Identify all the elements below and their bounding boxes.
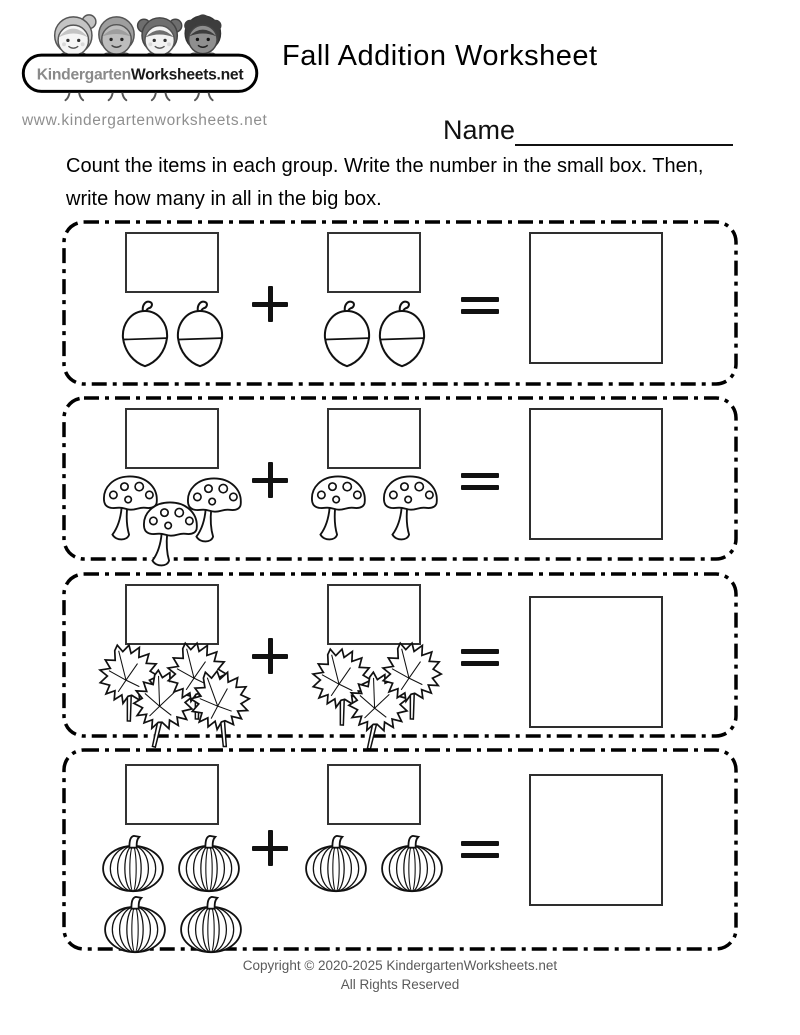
kids-legs — [65, 93, 212, 100]
pumpkin-icon — [177, 896, 245, 954]
mushroom-icon — [377, 470, 443, 542]
logo-banner-text: KindergartenWorksheets.net — [36, 66, 244, 84]
icon-group — [89, 638, 255, 752]
kid-boy-gray — [99, 17, 134, 54]
instructions — [66, 150, 703, 216]
addend-group-right — [274, 764, 474, 893]
instructions-line-2: write how many in all in the big box. — [66, 188, 382, 210]
kid-girl-pigtails — [138, 18, 182, 55]
icon-group — [302, 638, 446, 754]
page-title: Fall Addition Worksheet — [282, 40, 598, 72]
icon-group — [305, 470, 443, 542]
addend-group-right — [274, 584, 474, 754]
icon-group — [97, 470, 247, 568]
addend-group-left — [72, 408, 272, 568]
acorn-icon — [117, 300, 173, 368]
small-answer-box[interactable] — [125, 232, 219, 293]
problem-row-leaves — [62, 572, 738, 738]
small-answer-box[interactable] — [125, 584, 219, 645]
mushroom-icon — [305, 470, 371, 542]
addend-group-left — [72, 584, 272, 752]
website-url: www.kindergartenworksheets.net — [22, 112, 268, 129]
icon-group — [319, 300, 430, 368]
page-footer — [0, 957, 800, 995]
pumpkin-icon — [302, 835, 370, 893]
pumpkin-icon — [378, 835, 446, 893]
addend-group-right — [274, 408, 474, 542]
small-answer-box[interactable] — [125, 408, 219, 469]
kid-boy-curly — [184, 14, 221, 53]
name-input-line[interactable] — [515, 114, 733, 146]
name-row — [443, 114, 733, 146]
small-answer-box[interactable] — [327, 764, 421, 825]
pumpkin-icon — [101, 896, 169, 954]
acorn-icon — [319, 300, 375, 368]
addend-group-left — [72, 232, 272, 368]
problem-row-mushrooms — [62, 396, 738, 561]
site-logo — [16, 8, 268, 112]
big-answer-box[interactable] — [529, 408, 663, 540]
small-answer-box[interactable] — [125, 764, 219, 825]
addend-group-right — [274, 232, 474, 368]
pumpkin-icon — [175, 835, 243, 893]
problem-row-acorns — [62, 220, 738, 386]
equals-sign — [460, 830, 500, 866]
icon-group — [99, 835, 245, 954]
acorn-icon — [172, 300, 228, 368]
big-answer-box[interactable] — [529, 774, 663, 906]
copyright-text: Copyright © 2020-2025 KindergartenWorksheets.net — [242, 958, 558, 973]
small-answer-box[interactable] — [327, 232, 421, 293]
pumpkin-icon — [99, 835, 167, 893]
leaf-icon — [372, 638, 446, 724]
problem-row-pumpkins — [62, 748, 738, 951]
mushroom-icon — [137, 496, 203, 568]
name-label: Name — [443, 115, 516, 145]
rights-text: All Rights Reserved — [340, 976, 460, 992]
big-answer-box[interactable] — [529, 232, 663, 364]
equals-sign — [460, 638, 500, 674]
kid-girl-ponytail — [55, 15, 96, 56]
small-answer-box[interactable] — [327, 408, 421, 469]
equals-sign — [460, 462, 500, 498]
equals-sign — [460, 286, 500, 322]
instructions-line-1: Count the items in each group. Write the number in the small box. Then, — [66, 155, 704, 177]
icon-group — [117, 300, 228, 368]
kids-logo-illustration — [16, 8, 268, 112]
small-answer-box[interactable] — [327, 584, 421, 645]
leaf-icon — [177, 662, 260, 755]
addend-group-left — [72, 764, 272, 954]
big-answer-box[interactable] — [529, 596, 663, 728]
acorn-icon — [374, 300, 430, 368]
icon-group — [302, 835, 446, 893]
